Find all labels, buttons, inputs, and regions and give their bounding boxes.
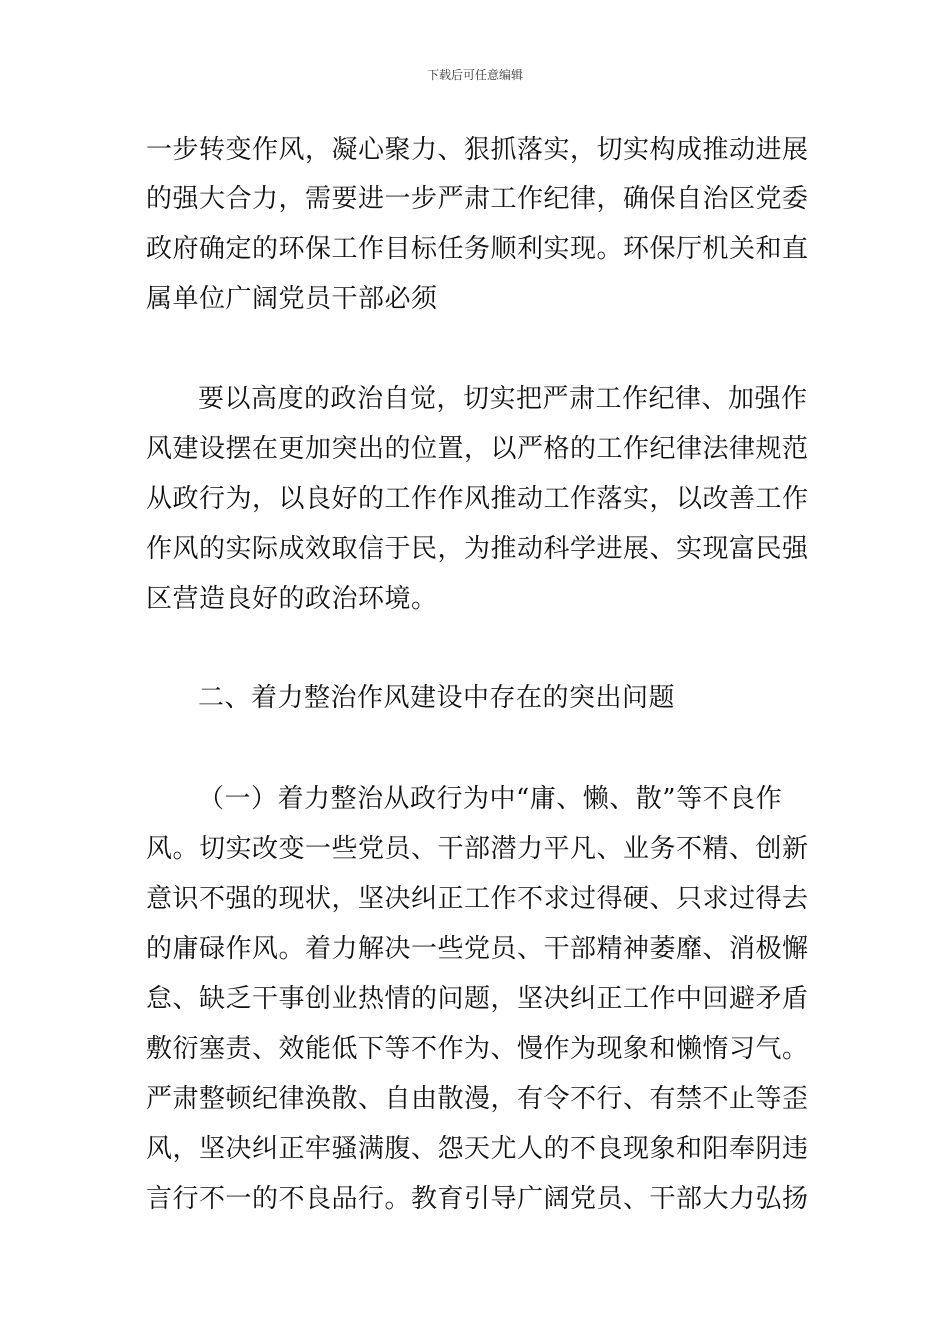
paragraph-3-line-9: 言行不一的不良品行。教育引导广阔党员、干部大力弘扬 xyxy=(146,1184,809,1214)
paragraph-3-line-2: 风。切实改变一些党员、干部潜力平凡、业务不精、创新 xyxy=(146,834,809,864)
paragraph-3-line-8: 风，坚决纠正牢骚满腹、怨天尤人的不良现象和阳奉阴违 xyxy=(146,1134,809,1164)
paragraph-1-line-4: 属单位广阔党员干部必须 xyxy=(146,284,438,314)
paragraph-1-line-1: 一步转变作风，凝心聚力、狠抓落实，切实构成推动进展 xyxy=(146,135,809,165)
paragraph-3-line-6: 敷衍塞责、效能低下等不作为、慢作为现象和懒惰习气。 xyxy=(146,1034,809,1064)
paragraph-3-line-1: （一）着力整治从政行为中“庸、懒、散”等不良作 xyxy=(198,784,783,814)
paragraph-3-line-4: 的庸碌作风。着力解决一些党员、干部精神萎靡、消极懈 xyxy=(146,934,809,964)
page-header-note: 下载后可任意编辑 xyxy=(426,68,523,82)
paragraph-3-line-7: 严肃整顿纪律涣散、自由散漫，有令不行、有禁不止等歪 xyxy=(146,1084,809,1114)
paragraph-2-line-2: 风建设摆在更加突出的位置，以严格的工作纪律法律规范 xyxy=(146,434,809,464)
section-heading: 二、着力整治作风建设中存在的突出问题 xyxy=(198,683,676,713)
paragraph-1-line-2: 的强大合力，需要进一步严肃工作纪律，确保自治区党委 xyxy=(146,184,809,214)
paragraph-2-line-5: 区营造良好的政治环境。 xyxy=(146,584,438,614)
paragraph-3-line-3: 意识不强的现状，坚决纠正工作不求过得硬、只求过得去 xyxy=(146,884,809,914)
paragraph-1-line-3: 政府确定的环保工作目标任务顺利实现。环保厅机关和直 xyxy=(146,234,809,264)
paragraph-2-line-1: 要以高度的政治自觉，切实把严肃工作纪律、加强作 xyxy=(198,384,808,414)
paragraph-3-line-5: 怠、缺乏干事创业热情的问题，坚决纠正工作中回避矛盾 xyxy=(146,984,809,1014)
paragraph-2-line-4: 作风的实际成效取信于民，为推动科学进展、实现富民强 xyxy=(146,534,809,564)
paragraph-2-line-3: 从政行为，以良好的工作作风推动工作落实，以改善工作 xyxy=(146,484,809,514)
